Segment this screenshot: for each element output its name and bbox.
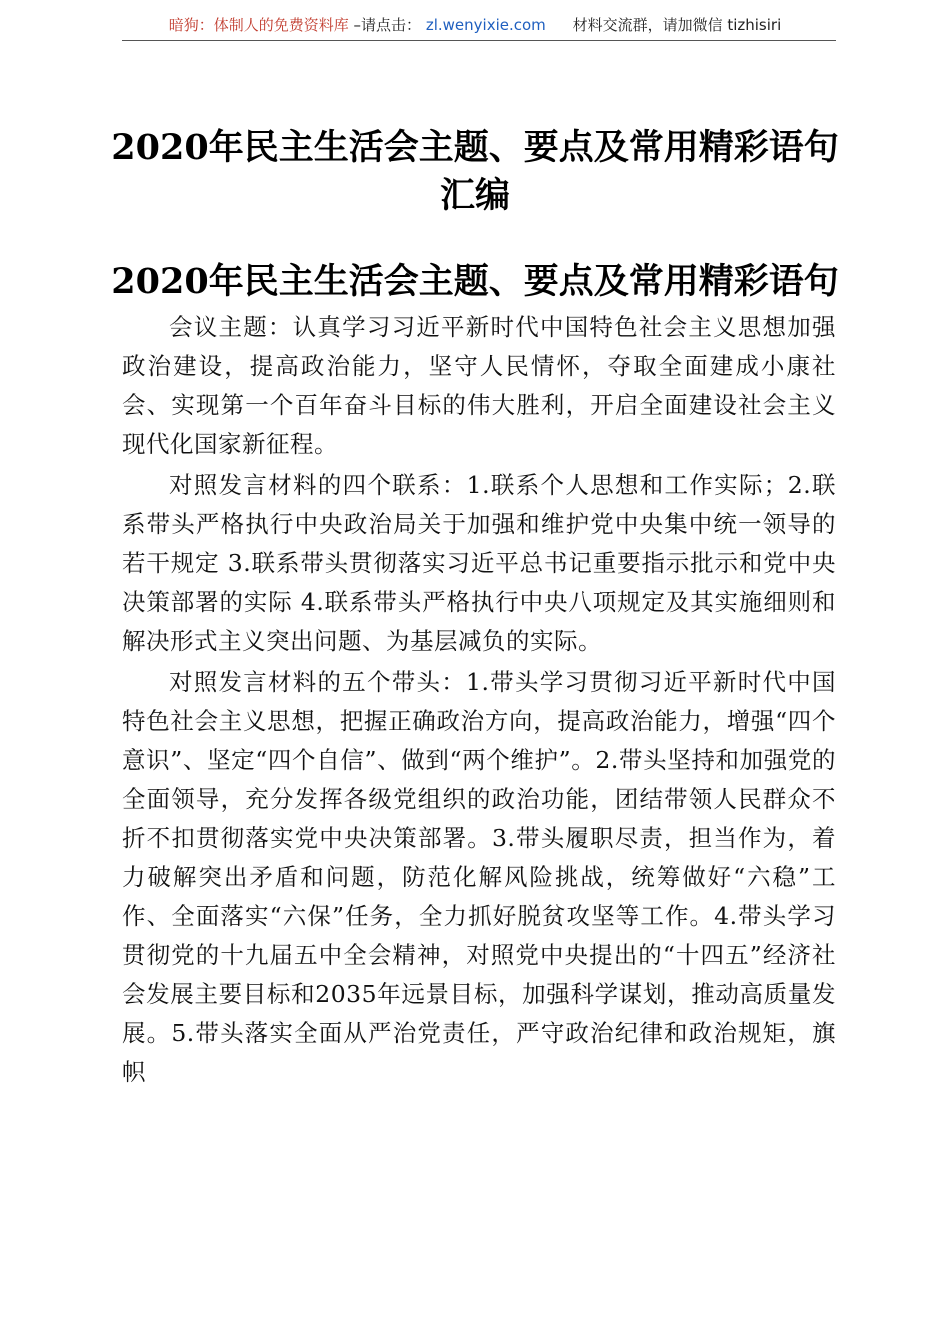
header-divider: [122, 40, 836, 41]
page-header: [0, 14, 950, 36]
header-brand: 暗狗：体制人的免费资料库: [168, 16, 349, 34]
document-title-line2: 汇编: [439, 175, 510, 216]
header-contact: 材料交流群，请加微信 tizhisiri: [572, 16, 782, 34]
document-title-line1: 2020年民主生活会主题、要点及常用精彩语句: [111, 127, 839, 168]
paragraph-five-leads: 对照发言材料的五个带头：1.带头学习贯彻习近平新时代中国特色社会主义思想，把握正确政治方向，提高政治能力，增强“四个意识”、坚定“四个自信”、做到“两个维护”。2.带头坚持和加强党的全面领导，充分发挥各级党组织的政治功能，团结带领人民群众不折不扣贯彻落实党中央决策部署。3.带头履职尽责，担当作为，着力破解突出矛盾和问题，防范化解风险挑战，统筹做好“六稳”工作、全面落实“六保”任务，全力抓好脱贫攻坚等工作。4.带头学习贯彻党的十九届五中全会精神，对照党中央提出的“十四五”经济社会发展主要目标和2035年远景目标，加强科学谋划，推动高质量发展。5.带头落实全面从严治党责任，严守政治纪律和政治规矩，旗帜: [122, 668, 836, 1086]
header-link[interactable]: zl.wenyixie.com: [425, 16, 546, 34]
document-title: [110, 124, 840, 220]
section-heading: 2020年民主生活会主题、要点及常用精彩语句: [111, 261, 839, 302]
paragraph-four-connections: 对照发言材料的四个联系：1.联系个人思想和工作实际；2.联系带头严格执行中央政治局关于加强和维护党中央集中统一领导的若干规定 3.联系带头贯彻落实习近平总书记重要指示批示和党中央决策部署的实际 4.联系带头严格执行中央八项规定及其实施细则和解决形式主义突出问题、为基层减负的实际。: [122, 471, 836, 655]
document-body: [122, 308, 836, 1092]
header-prompt: –请点击：: [353, 16, 422, 34]
paragraph-meeting-theme: 会议主题：认真学习习近平新时代中国特色社会主义思想加强政治建设，提高政治能力，坚守人民情怀，夺取全面建成小康社会、实现第一个百年奋斗目标的伟大胜利，开启全面建设社会主义现代化国家新征程。: [122, 313, 836, 458]
